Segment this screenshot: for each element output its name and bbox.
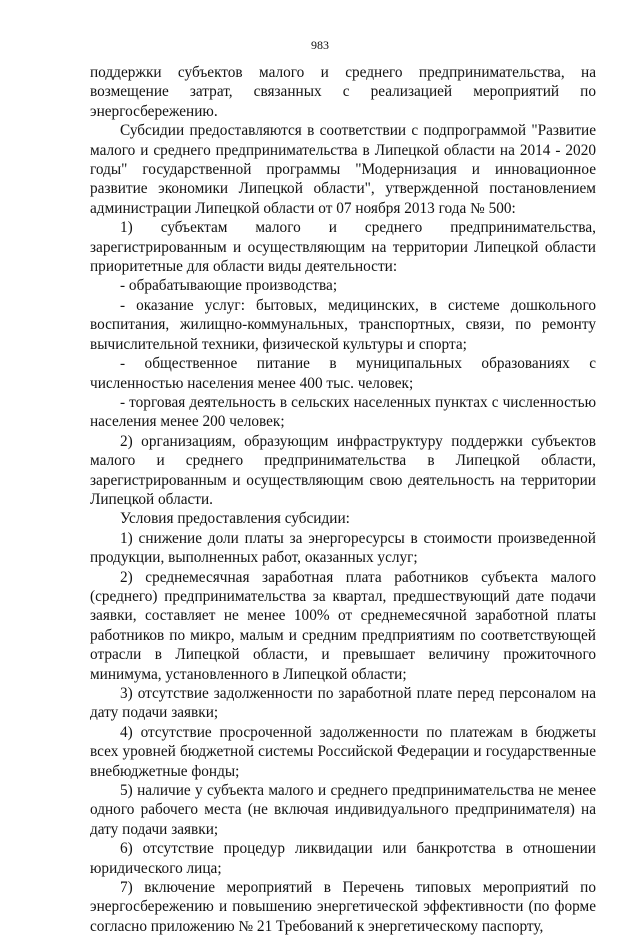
condition-7: 7) включение мероприятий в Перечень типовых мероприятий по энергосбережению и повышению энергетической эффективности (по форме согласно приложению № 21 Требований к энергетическому паспорту,: [90, 879, 596, 935]
paragraph-recipients-2: 2) организациям, образующим инфраструктуру поддержки субъектов малого и среднего предпринимательства в Липецкой области, зарегистрированным и осуществляющим свою деятельность на территории Липецкой области.: [90, 432, 596, 508]
list-item-manufacturing: - обрабатывающие производства;: [120, 277, 338, 295]
condition-6: 6) отсутствие процедур ликвидации или банкротства в отношении юридического лица;: [90, 840, 596, 877]
paragraph-subsidies-basis: Субсидии предоставляются в соответствии с подпрограммой "Развитие малого и среднего предпринимательства в Липецкой области на 2014 - 2020 годы" государственной программы "Модернизация и инновационное развитие экономики Липецкой области", утвержденной постановлением администрации Липецкой области от 07 ноября 2013 года № 500:: [90, 122, 596, 217]
paragraph-continuation: поддержки субъектов малого и среднего предпринимательства, на возмещение затрат, связанных с реализацией мероприятий по энергосбережению.: [90, 64, 596, 120]
condition-2: 2) среднемесячная заработная плата работников субъекта малого (среднего) предпринимательства за квартал, предшествующий дате подачи заявки, составляет не менее 100% от среднемесячной заработной платы работников по микро, малым и средним предприятиям по соответствующей отрасли в Липецкой области, и превышает величину прожиточного минимума, установленного в Липецкой области;: [90, 568, 596, 683]
list-item-services: - оказание услуг: бытовых, медицинских, в системе дошкольного воспитания, жилищно-коммунальных, транспортных, связи, по ремонту вычислительной техники, физической культуры и спорта;: [90, 296, 596, 353]
condition-5: 5) наличие у субъекта малого и среднего предпринимательства не менее одного рабочего места (не включая индивидуального предпринимателя) на дату подачи заявки;: [90, 782, 596, 838]
paragraph-conditions-heading: Условия предоставления субсидии:: [120, 510, 350, 528]
condition-4: 4) отсутствие просроченной задолженности по платежам в бюджеты всех уровней бюджетной системы Российской Федерации и государственные внебюджетные фонды;: [90, 723, 596, 780]
condition-3: 3) отсутствие задолженности по заработной плате перед персоналом на дату подачи заявки;: [90, 685, 596, 722]
list-item-trade: - торговая деятельность в сельских населенных пунктах с численностью населения менее 200 человек;: [90, 393, 596, 431]
paragraph-recipients-1: 1) субъектам малого и среднего предпринимательства, зарегистрированным и осуществляющим на территории Липецкой области приоритетные для области виды деятельности:: [90, 219, 596, 276]
list-item-catering: - общественное питание в муниципальных образованиях с численностью населения менее 400 тыс. человек;: [90, 355, 596, 392]
document-body: [90, 63, 596, 936]
condition-1: 1) снижение доли платы за энергоресурсы в стоимости произведенной продукции, выполненных работ, оказанных услуг;: [90, 529, 596, 567]
page-number: 983: [311, 38, 329, 52]
